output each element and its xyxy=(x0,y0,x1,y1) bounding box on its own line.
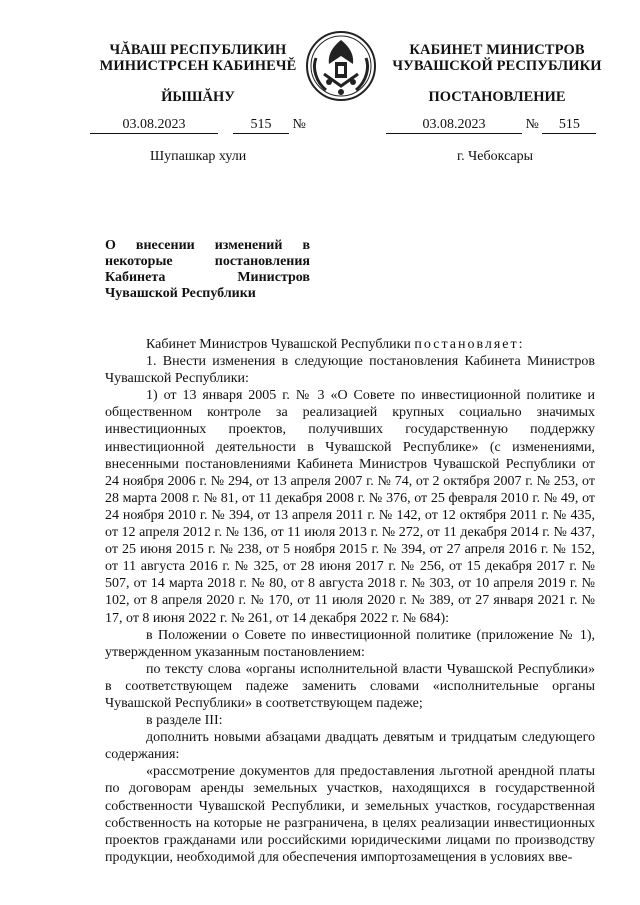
document-date-left: 03.08.2023 xyxy=(90,117,218,134)
body-paragraph xyxy=(105,336,595,353)
header-right-line2: ЧУВАШСКОЙ РЕСПУБЛИКИ xyxy=(392,58,602,74)
header-left-doc-type: ЙЫШĂНУ xyxy=(161,89,235,105)
number-sign-right: № xyxy=(525,117,539,132)
body-paragraph: по тексту слова «органы исполнительной власти Чувашской Республики» в соответствующем падеже заменить словами «исполнительные органы Чувашской Республики» в соответствующем падеже; xyxy=(105,661,595,711)
document-date-right: 03.08.2023 xyxy=(386,117,522,134)
document-number-right: 515 xyxy=(542,117,596,134)
body-paragraph: «рассмотрение документов для предоставления льготной арендной платы по договорам аренды земельных участков, находящихся в государственной собственности Чувашской Республики, и земельных участков, государственная собственность на которые не разграничена, в целях реализации инвестиционных проектов гражданами или российскими юридическими лицами по производству продукции, необходимой для обеспечения импортозамещения в условиях вве- xyxy=(105,764,595,865)
header-left-line1: ЧĂВАШ РЕСПУБЛИКИН xyxy=(109,42,287,58)
document-date-number-right xyxy=(386,117,596,135)
header-left-line2: МИНИСТРСЕН КАБИНЕЧĔ xyxy=(99,58,297,74)
resolution-verb: постановляет: xyxy=(414,337,525,352)
header-left xyxy=(80,42,316,74)
number-sign-left: № xyxy=(292,117,306,132)
body-paragraph: 1) от 13 января 2005 г. № 3 «О Совете по инвестиционной политике и общественном контроле за реализацией крупных социально значимых инвестиционных проектов, получивших государственную поддержку инвестиционной деятельности в Чувашской Республике» (с изменениями, внесенными постановлениями Кабинета Министров Чувашской Республики от 24 ноября 2006 г. № 294, от 13 апреля 2007 г. № 74, от 2 октября 2007 г. № 253, от 28 марта 2008 г. № 81, от 11 декабря 2008 г. № 376, от 25 февраля 2010 г. № 49, от 24 ноября 2010 г. № 394, от 13 апреля 2011 г. № 142, от 12 октября 2011 г. № 435, от 12 апреля 2012 г. № 136, от 11 июля 2013 г. № 272, от 11 декабря 2014 г. № 437, от 25 июня 2015 г. № 238, от 5 ноября 2015 г. № 394, от 27 апреля 2016 г. № 152, от 11 августа 2016 г. № 325, от 28 июня 2017 г. № 256, от 15 декабря 2017 г. № 507, от 14 марта 2018 г. № 80, от 8 августа 2018 г. № 303, от 10 апреля 2019 г. № 102, от 8 апреля 2020 г. № 170, от 11 июля 2020 г. № 389, от 27 января 2021 г. № 17, от 8 июня 2022 г. № 261, от 14 декабря 2022 г. № 684): xyxy=(105,388,595,626)
resolution-intro: Кабинет Министров Чувашской Республики xyxy=(146,337,415,352)
document-subject: О внесении изменений в некоторые постановления Кабинета Министров Чувашской Республики xyxy=(105,238,310,301)
body-paragraph: в Положении о Совете по инвестиционной политике (приложение № 1), утвержденном указанным постановлением: xyxy=(105,627,595,660)
chuvash-coat-of-arms-icon xyxy=(302,26,380,104)
document-body xyxy=(105,336,595,866)
place-chuvash: Шупашкар хули xyxy=(150,149,247,164)
header-right-doc-type: ПОСТАНОВЛЕНИЕ xyxy=(428,89,566,105)
document-number-left: 515 xyxy=(233,117,289,134)
header-right-line1: КАБИНЕТ МИНИСТРОВ xyxy=(409,42,585,58)
header-right xyxy=(388,42,606,74)
place-russian: г. Чебоксары xyxy=(457,149,534,164)
body-paragraph: в разделе III: xyxy=(146,713,223,729)
body-paragraph: 1. Внести изменения в следующие постановления Кабинета Министров Чувашской Республики: xyxy=(105,354,595,387)
document-date-number-left xyxy=(90,117,306,135)
body-paragraph: дополнить новыми абзацами двадцать девятым и тридцатым следующего содержания: xyxy=(105,730,595,763)
